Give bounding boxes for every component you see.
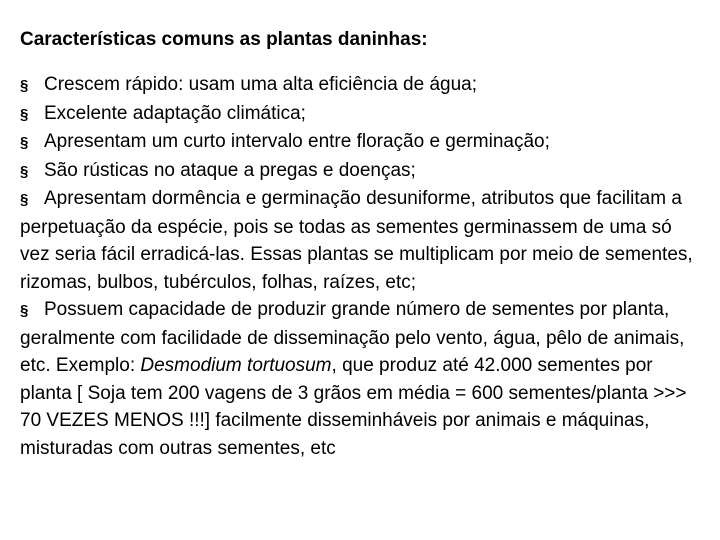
species-name: Desmodium tortuosum [140,355,332,376]
bullet-list [20,71,702,462]
list-item-text-continued: , que produz até 42.000 sementes por planta [ Soja tem 200 vagens de 3 grãos em média = 600 sementes/planta >>> 70 VEZES MENOS !!!] facilmente disseminháveis por animais e máquinas, misturadas com outras sementes, etc [20,355,687,459]
bullet-icon: § [20,105,29,123]
bullet-icon: § [20,134,29,151]
list-item [20,100,702,129]
list-item [20,185,702,296]
list-item [20,296,702,462]
list-item [20,128,702,157]
list-item-text: Apresentam dormência e germinação desuniforme, atributos que facilitam a perpetuação da espécie, pois se todas as sementes germinassem de uma só vez seria fácil erradicá-las. Essas plantas se multiplicam por meio de sementes, rizomas, bulbos, tubérculos, folhas, raízes, etc; [20,188,693,293]
bullet-icon: § [20,191,29,208]
list-item-text: Possuem capacidade de produzir grande número de sementes por planta, geralmente com facilidade de disseminação pelo vento, água, pêlo de animais, etc. Exemplo: [20,299,685,376]
list-item-text: Excelente adaptação climática; [44,102,306,124]
list-item [20,71,702,100]
list-item-text: Apresentam um curto intervalo entre floração e germinação; [44,131,550,152]
list-item-text: São rústicas no ataque a pregas e doenças; [44,159,416,181]
bullet-icon: § [20,302,29,319]
bullet-icon: § [20,77,29,94]
bullet-icon: § [20,162,29,180]
list-item [20,157,702,186]
slide-title: Características comuns as plantas daninhas: [20,29,428,50]
list-item-text: Crescem rápido: usam uma alta eficiência de água; [44,74,478,95]
